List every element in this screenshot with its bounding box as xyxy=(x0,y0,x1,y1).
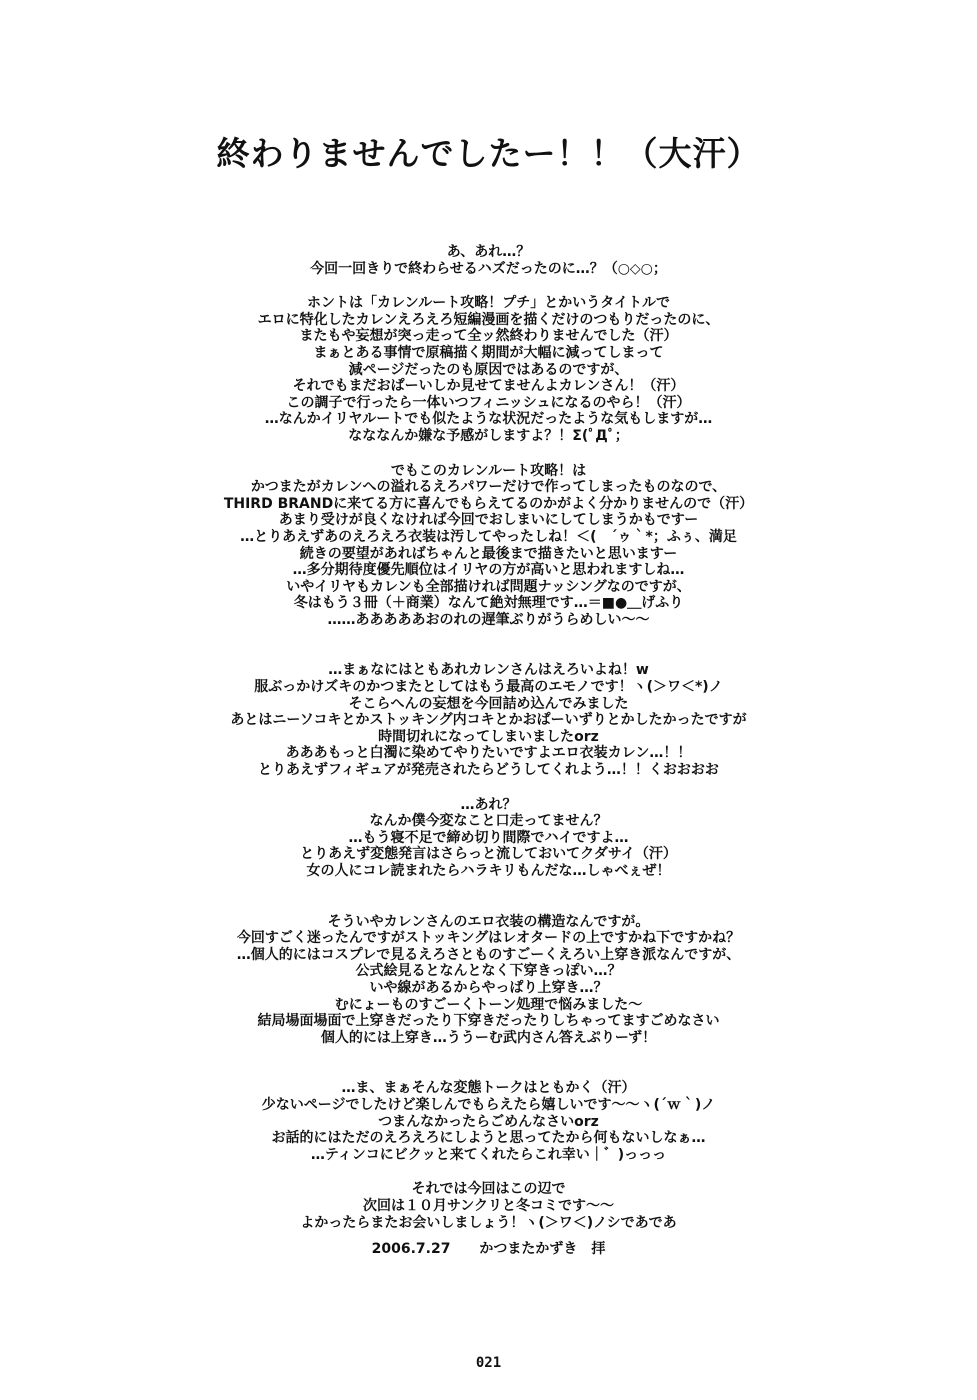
text-line: あ、あれ…？ xyxy=(446,244,531,260)
text-line: …ま、まぁそんな変態トークはともかく（汗） xyxy=(341,1080,636,1097)
text-line: 公式絵見るとなんとなく下穿きっぽい…？ xyxy=(355,963,622,980)
text-line: …なんかイリヤルートでも似たような状況だったような気もしますが… xyxy=(264,411,713,428)
text-line: 個人的には上穿き…ううーむ武内さん答えぷりーず！ xyxy=(320,1029,657,1046)
text-line: あとはニーソコキとかストッキング内コキとかおぱーいずりとかしたかったですが xyxy=(230,712,747,729)
text-line: とりあえずフィギュアが発売されたらどうしてくれよう…！！くおおおお xyxy=(258,762,719,779)
text-line: かつまたがカレンへの溢れるえろパワーだけで作ってしまったものなので、 xyxy=(250,479,727,496)
text-line: 今回すごく迷ったんですがストッキングはレオタードの上ですかね下ですかね？ xyxy=(236,930,741,947)
text-line: お話的にはただのえろえろにしようと思ってたから何もないしなぁ… xyxy=(271,1130,706,1147)
text-line: 女の人にコレ読まれたらハラキリもんだな…しゃべぇぜ！ xyxy=(306,863,671,879)
paragraph-1 xyxy=(80,244,897,277)
afterword-body xyxy=(80,244,897,1249)
text-line: あああもっと白濁に染めてやりたいですよエロ衣装カレン…！！ xyxy=(285,745,692,762)
text-line: なんか僕今変なこと口走ってません？ xyxy=(369,813,608,830)
text-line: …多分期待度優先順位はイリヤの方が高いと思われますしね… xyxy=(292,562,685,579)
text-line: むにょーものすごーくトーン処理で悩みました～ xyxy=(334,996,643,1013)
text-line: 今回一回きりで終わらせるハズだったのに…？（○◇○； xyxy=(310,260,667,277)
text-line: ホントは「カレンルート攻略！プチ」とかいうタイトルで xyxy=(306,295,671,312)
text-line: …まぁなにはともあれカレンさんはえろいよね！w xyxy=(328,662,649,679)
text-line: まぁとある事情で原稿描く期間が大幅に減ってしまって xyxy=(313,344,664,361)
text-line: …とりあえずあのえろえろ衣装は汚してやったしね！＜( ´ゥ｀*；ふぅ、満足 xyxy=(240,528,737,545)
text-line: 時間切れになってしまいましたorz xyxy=(378,728,599,745)
text-line: そこらへんの妄想を今回詰め込んでみました xyxy=(348,695,629,712)
text-line: 減ページだったのも原因ではあるのですが、 xyxy=(348,361,629,378)
paragraph-2 xyxy=(80,295,897,444)
text-line: ……あああああおのれの遅筆ぶりがうらめしい～～ xyxy=(327,611,650,628)
text-line: 続きの要望があればちゃんと最後まで描きたいと思いますー xyxy=(299,545,678,562)
signature-author: かつまたかずき 拝 xyxy=(479,1241,606,1257)
page-title: 終わりませんでしたー！！（大汗） xyxy=(216,134,761,173)
text-line: いや線があるからやっぱり上穿き…？ xyxy=(369,979,608,996)
text-line: …あれ？ xyxy=(460,796,517,813)
text-line: この調子で行ったら一体いつフィニッシュになるのやら！（汗） xyxy=(286,394,691,411)
paragraph-6 xyxy=(80,914,897,1047)
paragraph-5 xyxy=(80,797,897,880)
paragraph-7 xyxy=(80,1080,897,1163)
text-line: いやイリヤもカレンも全部描ければ問題ナッシングなのですが、 xyxy=(286,578,691,595)
text-line: よかったらまたお会いしましょう！ヽ(＞ワ＜)ノシであであ xyxy=(300,1214,677,1231)
text-line: …もう寝不足で締め切り間際でハイですよ… xyxy=(348,829,629,846)
signature xyxy=(0,1240,977,1258)
text-line: とりあえず変態発言はさらっと流しておいてクダサイ（汗） xyxy=(300,846,677,863)
text-line: 次回は１０月サンクリと冬コミです～～ xyxy=(362,1197,615,1214)
signature-date: 2006.7.27 xyxy=(371,1241,451,1257)
text-line: またもや妄想が突っ走って全ッ然終わりませんでした（汗） xyxy=(299,328,678,345)
paragraph-4 xyxy=(80,662,897,778)
text-line: 服ぶっかけズキのかつまたとしてはもう最高のエモノです！ヽ(＞ワ＜*)ノ xyxy=(254,679,723,696)
text-line: そういやカレンさんのエロ衣装の構造なんですが。 xyxy=(327,913,650,930)
text-line: THIRD BRANDに来てる方に喜んでもらえてるのかがよく分かりませんので（汗） xyxy=(223,495,754,512)
text-line: …ティンコにビクッと来てくれたらこれ幸い｜゛)っっっ xyxy=(310,1146,667,1163)
text-line: なななんか嫌な予感がしますよ？！Σ(ﾟДﾟ； xyxy=(348,427,629,444)
text-line: …個人的にはコスプレで見るえろさとものすごーくえろい上穿き派なんですが、 xyxy=(236,946,741,963)
text-line: 結局場面場面で上穿きだったり下穿きだったりしちゃってますごめなさい xyxy=(257,1013,720,1030)
text-line: エロに特化したカレンえろえろ短編漫画を描くだけのつもりだったのに、 xyxy=(257,311,720,328)
text-line: それでもまだおぱーいしか見せてませんよカレンさん！（汗） xyxy=(292,378,685,395)
text-line: 冬はもう３冊（＋商業）なんて絶対無理です…＝■●＿げふり xyxy=(293,595,684,612)
paragraph-3 xyxy=(80,463,897,629)
paragraph-8 xyxy=(80,1181,897,1231)
text-line: でもこのカレンルート攻略！は xyxy=(390,462,587,479)
text-line: それでは今回はこの辺で xyxy=(411,1181,566,1198)
text-line: あまり受けが良くなければ今回でおしまいにしてしまうかもですー xyxy=(278,512,699,529)
text-line: つまんなかったらごめんなさいorz xyxy=(378,1113,599,1130)
text-line: 少ないページでしたけど楽しんでもらえたら嬉しいです～～ヽ(´ｗ｀)ノ xyxy=(261,1096,716,1113)
page-number: 021 xyxy=(475,1355,502,1371)
